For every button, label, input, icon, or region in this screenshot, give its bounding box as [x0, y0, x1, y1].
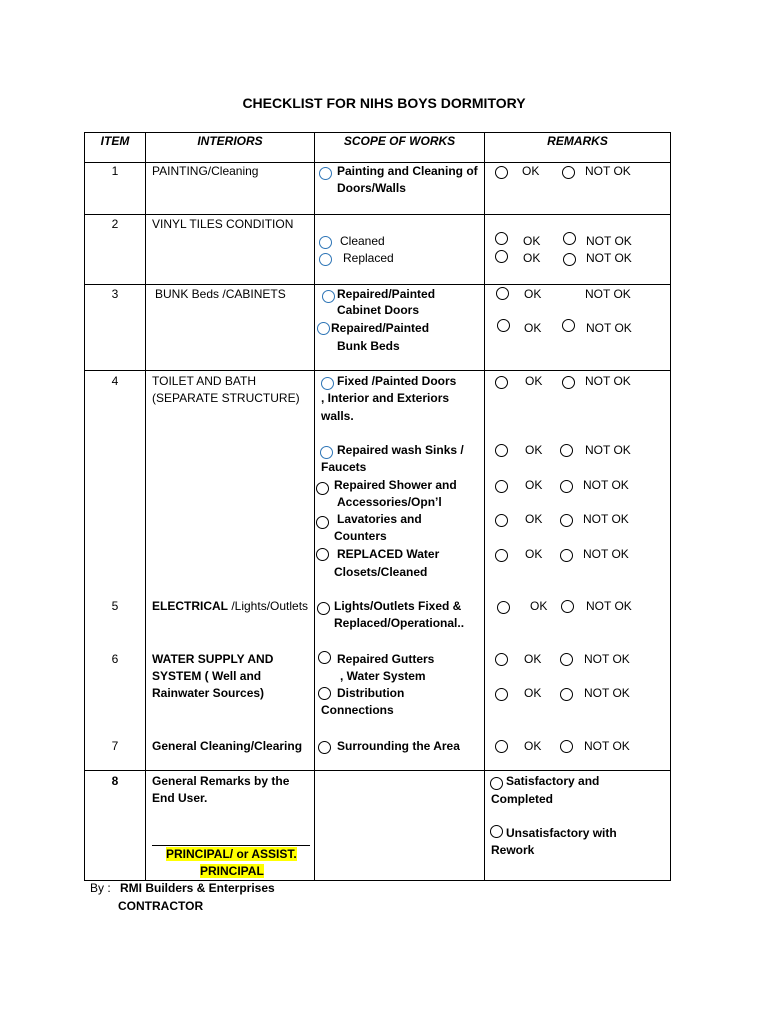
scope-text: Closets/Cleaned: [334, 565, 428, 579]
not-ok-radio[interactable]: [560, 549, 573, 562]
scope-text: Fixed /Painted Doors: [337, 374, 457, 388]
row-divider: [84, 214, 671, 215]
remark-text: Completed: [491, 792, 554, 806]
col-border: [484, 132, 485, 881]
scope-text: Replaced: [343, 251, 394, 265]
scope-checkbox[interactable]: [317, 602, 330, 615]
row-divider: [84, 284, 671, 285]
ok-label: OK: [525, 512, 543, 526]
scope-text: Painting and Cleaning of: [337, 164, 478, 178]
item-number: 5: [111, 599, 119, 613]
not-ok-radio[interactable]: [562, 319, 575, 332]
interior-label: Rainwater Sources): [152, 686, 265, 700]
item-number: 3: [111, 287, 119, 301]
not-ok-radio[interactable]: [560, 740, 573, 753]
scope-text: Distribution: [337, 686, 405, 700]
not-ok-label: NOT OK: [585, 443, 631, 457]
scope-checkbox[interactable]: [321, 377, 334, 390]
not-ok-label: NOT OK: [585, 374, 631, 388]
interior-label: [152, 598, 308, 616]
scope-checkbox[interactable]: [316, 548, 329, 561]
scope-text: REPLACED Water: [337, 547, 440, 561]
item-number: 1: [111, 164, 119, 178]
interior-label-bold: ELECTRICAL: [152, 599, 228, 613]
interior-label: VINYL TILES CONDITION: [152, 217, 294, 231]
header-remarks: REMARKS: [547, 134, 608, 148]
col-border: [145, 132, 146, 881]
ok-radio[interactable]: [496, 287, 509, 300]
not-ok-label: NOT OK: [584, 686, 630, 700]
not-ok-radio[interactable]: [560, 480, 573, 493]
remark-text: Rework: [491, 843, 535, 857]
scope-text: Doors/Walls: [337, 181, 406, 195]
ok-label: OK: [523, 251, 541, 265]
interior-label: (SEPARATE STRUCTURE): [152, 391, 300, 405]
signer-title: [166, 846, 297, 864]
signer-title-line: PRINCIPAL/ or ASSIST.: [166, 847, 297, 861]
ok-radio[interactable]: [497, 601, 510, 614]
ok-radio[interactable]: [495, 514, 508, 527]
not-ok-label: NOT OK: [586, 321, 632, 335]
satisfactory-radio[interactable]: [490, 777, 503, 790]
signer-title-line: PRINCIPAL: [200, 864, 264, 878]
col-border: [670, 132, 671, 881]
remark-text: Satisfactory and: [506, 774, 600, 788]
scope-text: Cleaned: [340, 234, 385, 248]
item-number: 8: [111, 774, 119, 788]
scope-checkbox[interactable]: [319, 167, 332, 180]
interior-label: TOILET AND BATH: [152, 374, 257, 388]
scope-text: Lights/Outlets Fixed &: [334, 599, 462, 613]
scope-checkbox[interactable]: [316, 516, 329, 529]
scope-text: , Water System: [340, 669, 426, 683]
ok-radio[interactable]: [495, 549, 508, 562]
ok-label: OK: [525, 374, 543, 388]
ok-label: OK: [525, 443, 543, 457]
not-ok-radio[interactable]: [563, 253, 576, 266]
scope-checkbox[interactable]: [320, 446, 333, 459]
header-item: ITEM: [100, 134, 130, 148]
scope-text: Repaired Gutters: [337, 652, 435, 666]
header-interiors: INTERIORS: [197, 134, 263, 148]
scope-checkbox[interactable]: [319, 236, 332, 249]
interior-label: BUNK Beds /CABINETS: [155, 287, 286, 301]
interior-label: General Cleaning/Clearing: [152, 739, 303, 753]
not-ok-label: NOT OK: [586, 234, 632, 248]
not-ok-radio[interactable]: [561, 600, 574, 613]
item-number: 7: [111, 739, 119, 753]
col-border: [84, 132, 85, 881]
document-title: CHECKLIST FOR NIHS BOYS DORMITORY: [242, 95, 526, 111]
scope-text: Connections: [321, 703, 394, 717]
ok-label: OK: [524, 652, 542, 666]
not-ok-radio[interactable]: [560, 514, 573, 527]
ok-label: OK: [525, 547, 543, 561]
item-number: 4: [111, 374, 119, 388]
scope-text: Replaced/Operational..: [334, 616, 465, 630]
ok-radio[interactable]: [495, 250, 508, 263]
not-ok-radio[interactable]: [562, 376, 575, 389]
item-number: 6: [111, 652, 119, 666]
footer-by: By :: [90, 881, 111, 895]
not-ok-label: NOT OK: [584, 652, 630, 666]
scope-text: Accessories/Opn’l: [337, 495, 442, 509]
not-ok-label: NOT OK: [584, 739, 630, 753]
interior-label: SYSTEM ( Well and: [152, 669, 262, 683]
ok-label: OK: [524, 739, 542, 753]
row-divider: [84, 370, 671, 371]
ok-radio[interactable]: [495, 688, 508, 701]
ok-radio[interactable]: [495, 444, 508, 457]
not-ok-radio[interactable]: [560, 444, 573, 457]
ok-label: OK: [522, 164, 540, 178]
interior-label-rest: /Lights/Outlets: [228, 599, 309, 613]
scope-text: Repaired wash Sinks /: [337, 443, 464, 457]
not-ok-label: NOT OK: [583, 512, 629, 526]
not-ok-radio[interactable]: [562, 166, 575, 179]
scope-checkbox[interactable]: [322, 290, 335, 303]
ok-radio[interactable]: [495, 166, 508, 179]
contractor-role: CONTRACTOR: [118, 899, 204, 913]
scope-text: Cabinet Doors: [337, 303, 420, 317]
unsatisfactory-radio[interactable]: [490, 825, 503, 838]
scope-checkbox[interactable]: [316, 482, 329, 495]
interior-label: PAINTING/Cleaning: [152, 164, 259, 178]
ok-label: OK: [523, 234, 541, 248]
scope-text: Repaired/Painted: [331, 321, 430, 335]
ok-radio[interactable]: [497, 319, 510, 332]
not-ok-label: NOT OK: [583, 478, 629, 492]
scope-checkbox[interactable]: [318, 651, 331, 664]
not-ok-radio[interactable]: [560, 688, 573, 701]
scope-checkbox[interactable]: [318, 741, 331, 754]
not-ok-label: NOT OK: [586, 251, 632, 265]
not-ok-radio[interactable]: [560, 653, 573, 666]
signer-title: [200, 863, 264, 881]
ok-label: OK: [524, 321, 542, 335]
scope-checkbox[interactable]: [319, 253, 332, 266]
scope-text: Repaired Shower and: [334, 478, 457, 492]
ok-radio[interactable]: [495, 740, 508, 753]
ok-label: OK: [525, 478, 543, 492]
ok-radio[interactable]: [495, 376, 508, 389]
scope-text: Bunk Beds: [337, 339, 400, 353]
scope-text: , Interior and Exteriors: [321, 391, 450, 405]
header-scope: SCOPE OF WORKS: [343, 134, 456, 148]
scope-text: Repaired/Painted: [337, 287, 436, 301]
scope-checkbox[interactable]: [318, 687, 331, 700]
scope-text: Counters: [334, 529, 387, 543]
ok-label: OK: [530, 599, 548, 613]
interior-label: End User.: [152, 791, 208, 805]
scope-text: Lavatories and: [337, 512, 422, 526]
row-divider: [84, 770, 671, 771]
scope-text: Surrounding the Area: [337, 739, 460, 753]
item-number: 2: [111, 217, 119, 231]
ok-label: OK: [524, 686, 542, 700]
remark-text: Unsatisfactory with: [506, 826, 617, 840]
not-ok-label: NOT OK: [585, 164, 631, 178]
not-ok-label: NOT OK: [585, 287, 631, 301]
ok-radio[interactable]: [495, 653, 508, 666]
scope-text: walls.: [321, 409, 354, 423]
col-border: [314, 132, 315, 881]
scope-text: Faucets: [321, 460, 367, 474]
ok-label: OK: [524, 287, 542, 301]
scope-checkbox[interactable]: [317, 322, 330, 335]
not-ok-label: NOT OK: [586, 599, 632, 613]
interior-label: General Remarks by the: [152, 774, 290, 788]
not-ok-label: NOT OK: [583, 547, 629, 561]
ok-radio[interactable]: [495, 480, 508, 493]
interior-label: WATER SUPPLY AND: [152, 652, 274, 666]
not-ok-radio[interactable]: [563, 232, 576, 245]
ok-radio[interactable]: [495, 232, 508, 245]
contractor-name: RMI Builders & Enterprises: [120, 881, 275, 895]
